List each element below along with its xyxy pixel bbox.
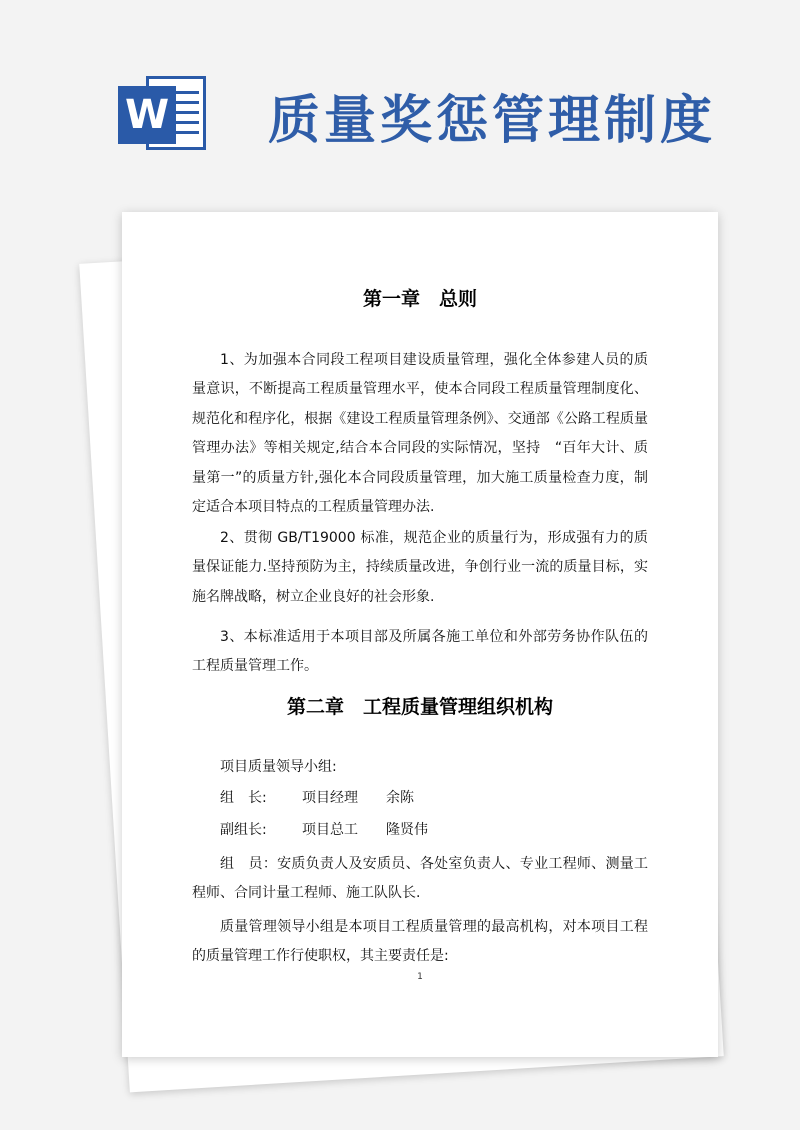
banner xyxy=(0,0,800,200)
doc-line xyxy=(173,91,199,94)
paragraph-3: 3、本标准适用于本项目部及所属各施工单位和外部劳务协作队伍的工程质量管理工作。 xyxy=(192,629,648,675)
document-page xyxy=(122,212,718,1057)
deputy-name: 隆贤伟 xyxy=(386,822,428,838)
chapter-2-title: 第二章 工程质量管理组织机构 xyxy=(286,696,553,718)
paragraph-1: 1、为加强本合同段工程项目建设质量管理，强化全体参建人员的质量意识，不断提高工程质量管理水平，使本合同段工程质量管理制度化、规范化和程序化，根据《建设工程质量管理条例》、交通部《公路工程质量管理办法》等相关规定,结合本合同段的实际情况，坚持 “百年大计、质量第一”的质量方针,强化本合同段质量管理，加大施工质量检查力度，制定适合本项目特点的工程质量管理办法. xyxy=(192,352,648,516)
leader-position: 项目经理 xyxy=(302,790,358,806)
chapter-1-title: 第一章 总则 xyxy=(362,288,477,310)
leader-role: 组 长: xyxy=(220,790,267,806)
deputy-role: 副组长: xyxy=(220,822,267,838)
responsibility-paragraph: 质量管理领导小组是本项目工程质量管理的最高机构，对本项目工程的质量管理工作行使职权，其主要责任是: xyxy=(192,919,648,965)
paragraph-2: 2、贯彻 GB/T19000 标准，规范企业的质量行为，形成强有力的质量保证能力.坚持预防为主，持续质量改进，争创行业一流的质量目标，实施名牌战略，树立企业良好的社会形象. xyxy=(192,530,648,605)
word-document-icon xyxy=(118,70,214,156)
doc-line xyxy=(173,111,199,114)
leader-name: 余陈 xyxy=(386,790,414,806)
deputy-position: 项目总工 xyxy=(302,822,358,838)
page-number: 1 xyxy=(417,972,423,982)
group-heading: 项目质量领导小组: xyxy=(220,759,337,775)
doc-line xyxy=(173,131,199,134)
members-paragraph: 组 员：安质负责人及安质员、各处室负责人、专业工程师、测量工程师、合同计量工程师、施工队队长. xyxy=(192,856,648,902)
deputy-row xyxy=(220,819,676,841)
word-w-letter: W xyxy=(118,86,176,144)
doc-line xyxy=(173,101,199,104)
page-title: 质量奖惩管理制度 xyxy=(268,90,717,151)
leader-row xyxy=(220,787,676,809)
doc-line xyxy=(173,121,199,124)
